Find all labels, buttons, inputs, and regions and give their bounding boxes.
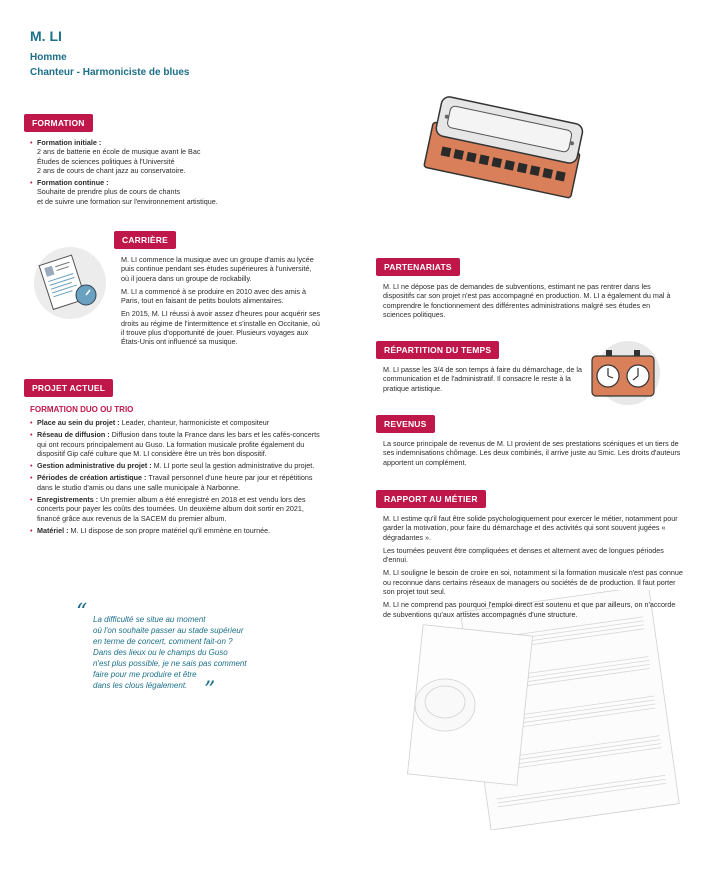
formation-heading: FORMATION (24, 114, 93, 132)
quote-block: La difficulté se situe au moment où l'on souhaite passer au stade supérieur en terme de concert, comment fait-on ? Dans des lieux ou le champs du Guso n'est plus possible, je ne sais pas comment faire pour me produire et être dans les clous légalement. (93, 615, 247, 690)
rapport-paragraph: M. LI souligne le besoin de croire en soi, notamment si la formation musicale n'est pas connue ou reconnue dans certains réseaux de managers ou sociétés de de production. Il faut porter son projet tout seul. (383, 568, 683, 597)
projet-item: • Périodes de création artistique : Travail personnel d'une heure par jour et répétitions dans le studio d'amis ou dans une salle municipale à Narbonne. (30, 473, 320, 492)
carriere-heading: CARRIÈRE (114, 231, 176, 249)
projet-subtitle: FORMATION DUO OU TRIO (30, 405, 134, 414)
partenariats-heading: PARTENARIATS (376, 258, 460, 276)
carriere-paragraph: En 2015, M. LI réussi à avoir assez d'heures pour acquérir ses droits au régime de l'intermittence et s'installe en Occitanie, où il trouve plus d'opportunité de jouer. Plusieurs voyages aux États-Unis ont influencé sa musique. (121, 309, 321, 347)
rapport-section (383, 514, 683, 623)
projet-item: • Gestion administrative du projet : M. LI porte seul la gestion administrative du projet. (30, 461, 320, 470)
projet-section (30, 418, 320, 538)
harmonica-illustration (420, 95, 585, 215)
cv-documents-illustration (32, 245, 108, 321)
formation-initiale: • Formation initiale : 2 ans de batterie en école de musique avant le Bac Études de sciences politiques à l'Université 2 ans de cours de chant jazz au conservatoire. (30, 138, 330, 175)
person-role: Chanteur - Harmoniciste de blues (30, 67, 190, 78)
revenus-heading: REVENUS (376, 415, 435, 433)
projet-item: • Enregistrements : Un premier album a été enregistré en 2018 et est vendu lors des concerts pour payer les coûts des tournées. Un deuxième album doit sortir en 2021, financé grâce aux revenus de la SACEM du premier album. (30, 495, 320, 523)
sheet-music-coffee-illustration (405, 590, 695, 830)
carriere-paragraph: M. LI a commencé à se produire en 2010 avec des amis à Paris, tout en faisant de petits boulots alimentaires. (121, 286, 306, 306)
repartition-heading: RÉPARTITION DU TEMPS (376, 341, 499, 359)
carriere-section (121, 255, 321, 351)
rapport-paragraph: M. LI ne comprend pas pourquoi l'emploi direct est soutenu et que par ailleurs, on n'accorde de subventions qu'aux artistes accompagnés d'une structure. (383, 600, 676, 619)
formation-continue: • Formation continue : Souhaite de prendre plus de cours de chants et de suivre une formation sur l'environnement artistique. (30, 178, 330, 206)
quote-close-mark: ” (204, 678, 216, 703)
person-gender: Homme (30, 52, 67, 63)
carriere-paragraph: M. LI commence la musique avec un groupe d'amis au lycée puis continue pendant ses études supérieures à l'université, où il jouera dans un groupe de rockabilly. (121, 255, 314, 283)
partenariats-text: M. LI ne dépose pas de demandes de subventions, estimant ne pas rentrer dans les dispositifs car son projet n'est pas accompagné en production. M. LI a également du mal à comprendre le fonctionnement des différentes administrations malgré ses études en sciences politiques. (383, 282, 671, 319)
projet-item: • Matériel : M. LI dispose de son propre matériel qu'il emmène en tournée. (30, 526, 320, 535)
person-name: M. LI (30, 28, 62, 44)
revenus-text: La source principale de revenus de M. LI provient de ses prestations scéniques et un tiers de ses indemnisations chômage. Les deux combinés, il arrive juste au Smic. Les droits d'auteurs apportent un complément. (383, 439, 681, 467)
repartition-text: M. LI passe les 3/4 de son temps à faire du démarchage, de la communication et de l'administratif. Il consacre le reste à la pratique artistique. (383, 365, 582, 393)
rapport-paragraph: M. LI estime qu'il faut être solide psychologiquement pour exercer le métier, notamment pour garder la motivation, pour faire du démarchage et des activités qui sont souvent jugées « dégradantes ». (383, 514, 678, 542)
rapport-paragraph: Les tournées peuvent être compliquées et denses et alternent avec de longues périodes d'ennui. (383, 545, 664, 565)
projet-heading: PROJET ACTUEL (24, 379, 113, 397)
rapport-heading: RAPPORT AU MÉTIER (376, 490, 486, 508)
projet-item: • Réseau de diffusion : Diffusion dans toute la France dans les bars et les cafés-concerts qui ont recours principalement au Guso. La formation musicale profite également du dispositif Gip café culture que M. LI considère être un très bon dispositif. (30, 430, 320, 458)
quote-open-mark: “ (76, 600, 88, 625)
formation-section (30, 138, 330, 209)
chess-clock-illustration (588, 340, 668, 406)
projet-item: • Place au sein du projet : Leader, chanteur, harmoniciste et compositeur (30, 418, 320, 427)
